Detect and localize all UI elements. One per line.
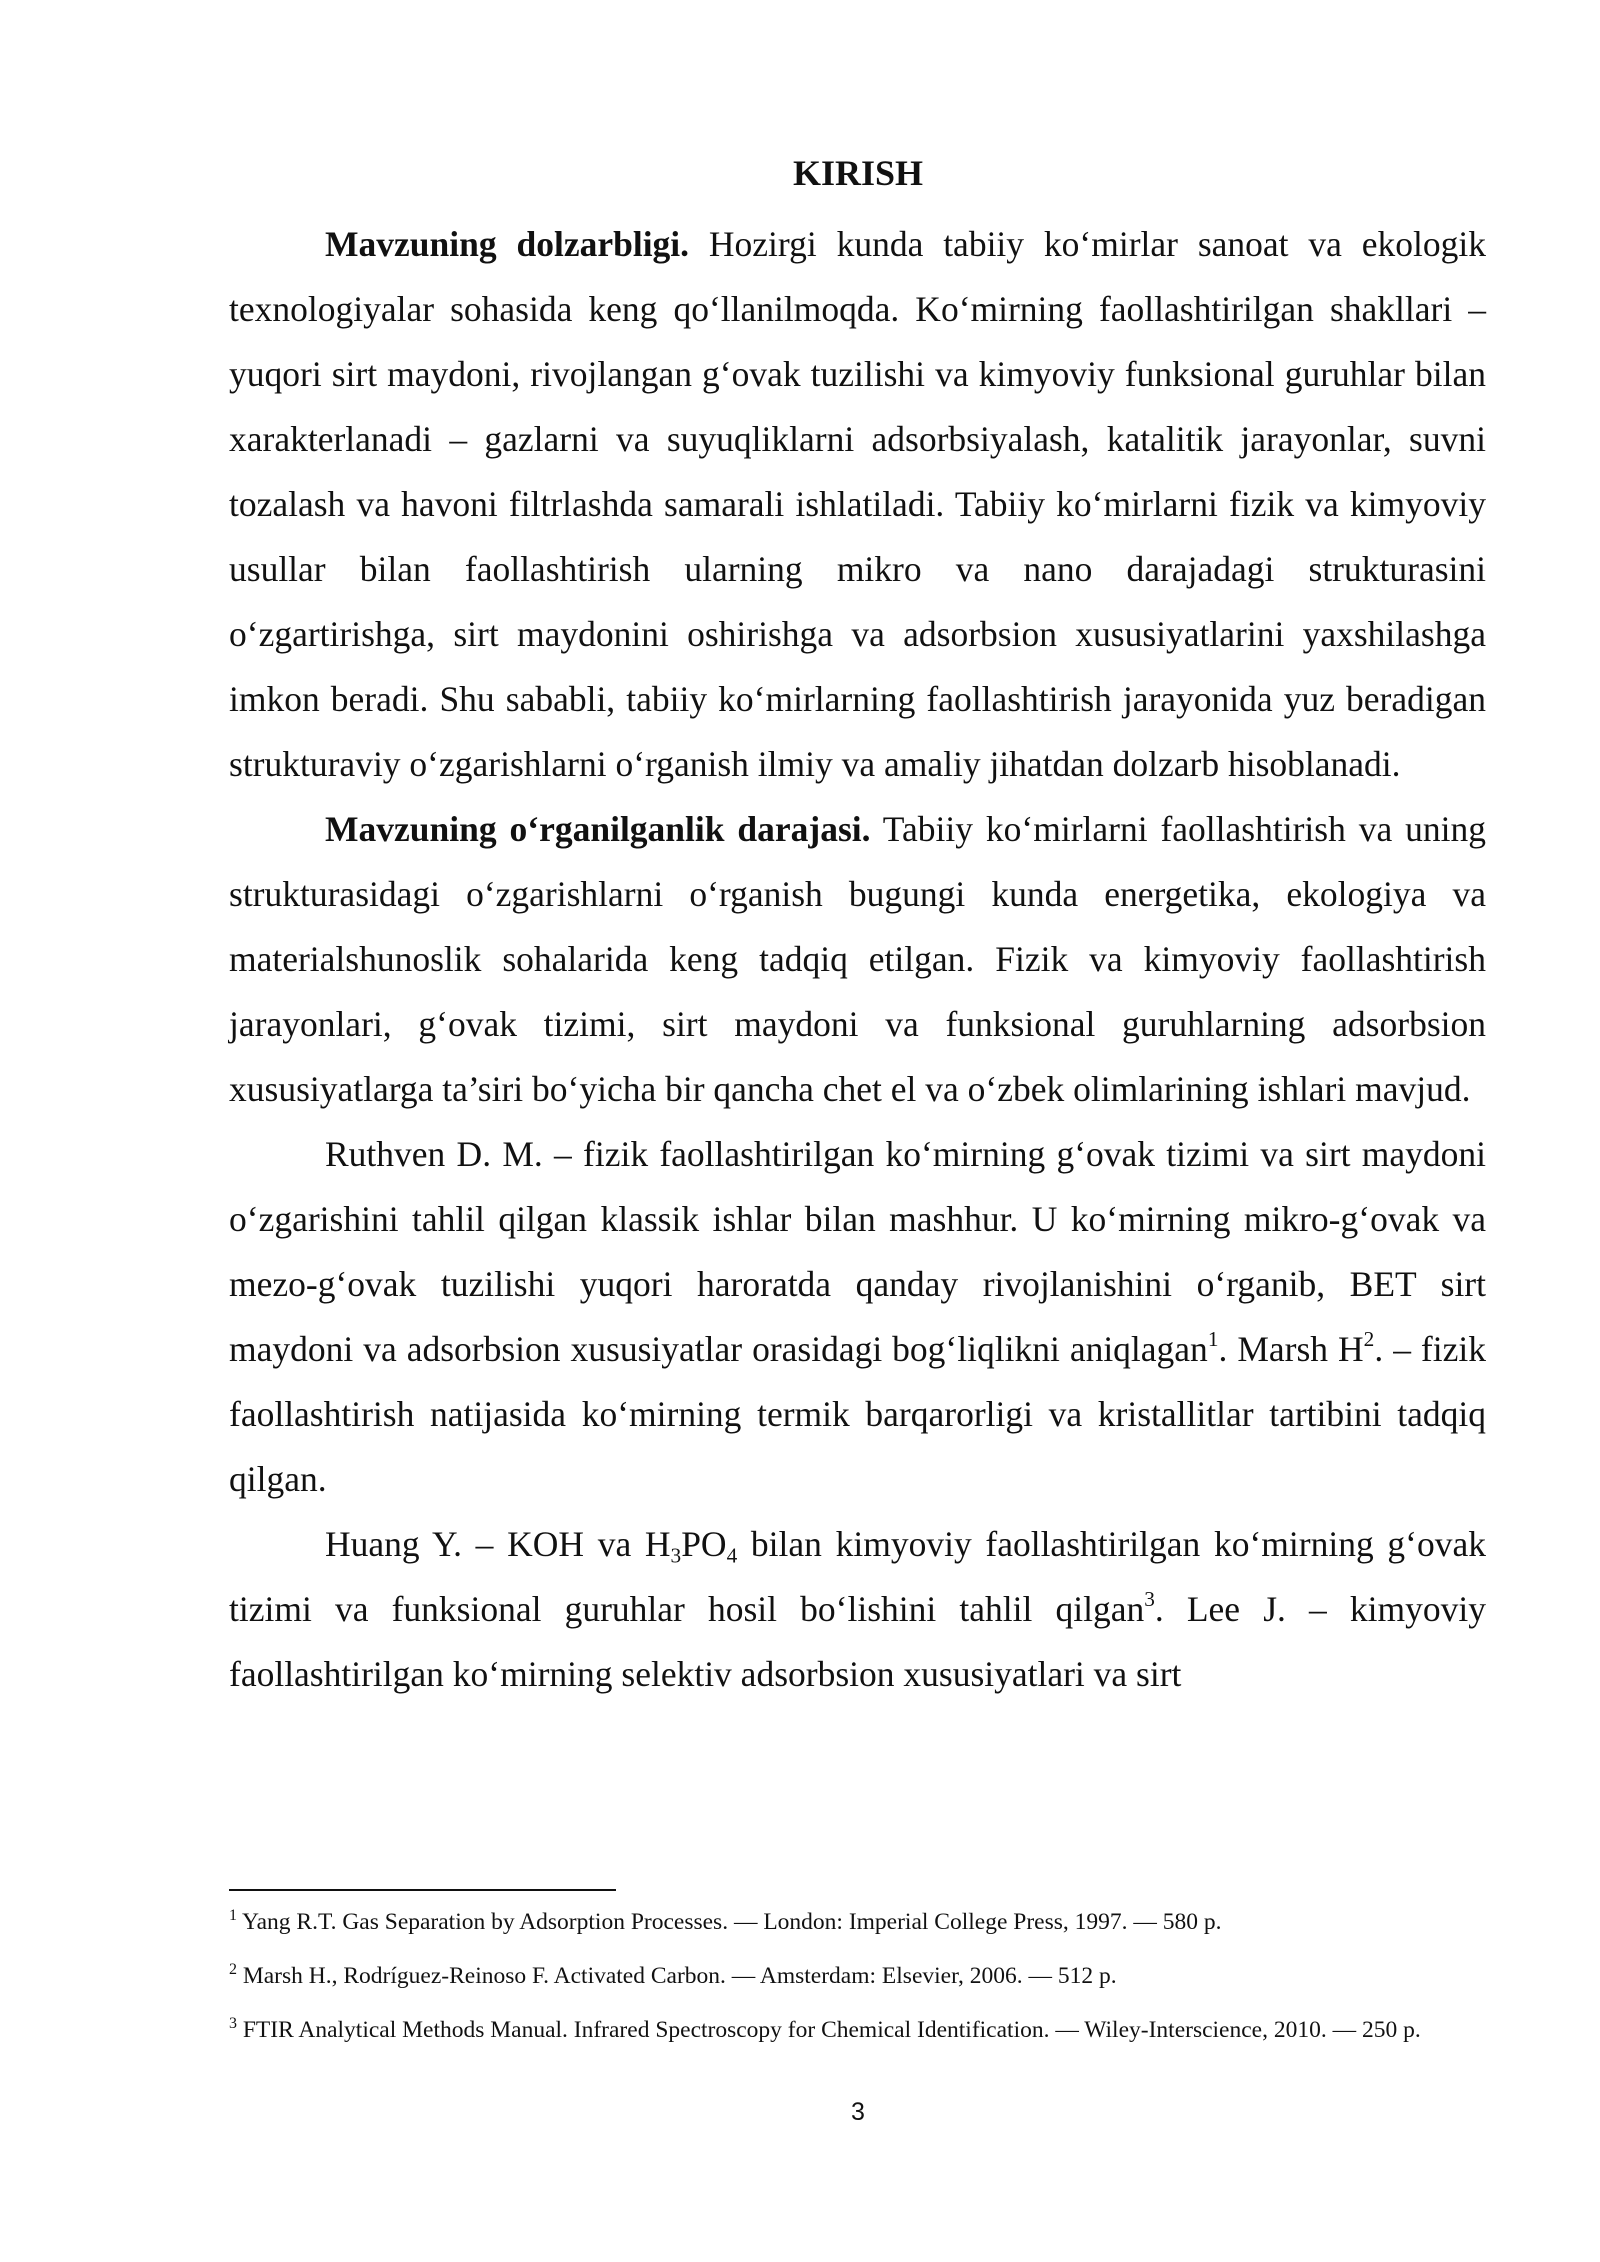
footnote-text: Yang R.T. Gas Separation by Adsorption Processes. — London: Imperial College Press, 1997. — 580 p. [236, 1909, 1222, 1935]
body-text [229, 212, 1486, 1707]
footnote-mark: 3 [229, 2015, 237, 2033]
paragraph-text: PO [681, 1524, 727, 1564]
page-number: 3 [851, 2098, 865, 2126]
footnote-mark: 2 [229, 1961, 237, 1979]
paragraph-lead: Mavzuning dolzarbligi. [325, 224, 690, 264]
subscript: 3 [670, 1543, 682, 1568]
paragraph-text: . – fizik faollashtirish natijasida ko‘mirning termik barqarorligi va kristallitlar tartibini tadqiq qilgan. [229, 1329, 1486, 1499]
footnote-2 [229, 1951, 1486, 2001]
paragraph-huang-lee [229, 1512, 1486, 1707]
paragraph-study-level [229, 797, 1486, 1122]
section-heading: KIRISH [792, 153, 924, 193]
paragraph-text: bilan kimyoviy faollashtirilgan ko‘mirning g‘ovak tizimi va funksional guruhlar hosil bo‘lishini tahlil qilgan [229, 1524, 1486, 1629]
paragraph-ruthven-marsh [229, 1122, 1486, 1512]
footnote-text: Marsh H., Rodríguez-Reinoso F. Activated Carbon. — Amsterdam: Elsevier, 2006. — 512 p. [236, 1963, 1117, 1989]
footnotes [229, 1897, 1486, 2059]
footnote-mark: 1 [229, 1907, 237, 1925]
paragraph-text: Huang Y. – KOH va H [325, 1524, 671, 1564]
paragraph-text: . Lee J. – kimyoviy faollashtirilgan ko‘mirning selektiv adsorbsion xususiyatlari va sirt [229, 1589, 1486, 1694]
paragraph-relevance [229, 212, 1486, 797]
footnote-separator [229, 1889, 616, 1891]
paragraph-text: Tabiiy ko‘mirlarni faollashtirish va uning strukturasidagi o‘zgarishlarni o‘rganish bugungi kunda energetika, ekologiya va materialshunoslik sohalarida keng tadqiq etilgan. Fizik va kimyoviy faollashtirish jarayonlari, g‘ovak tizimi, sirt maydoni va funksional guruhlarning adsorbsion xususiyatlarga ta’siri bo‘yicha bir qancha chet el va o‘zbek olimlarining ishlari mavjud. [229, 809, 1486, 1109]
paragraph-text: Ruthven D. M. – fizik faollashtirilgan ko‘mirning g‘ovak tizimi va sirt maydoni o‘zgarishini tahlil qilgan klassik ishlar bilan mashhur. U ko‘mirning mikro-g‘ovak va mezo-g‘ovak tuzilishi yuqori haroratda qanday rivojlanishini o‘rganib, BET sirt maydoni va adsorbsion xususiyatlar orasidagi bog‘liqlikni aniqlagan [229, 1134, 1486, 1369]
footnote-ref-2[interactable]: 2 [1363, 1327, 1375, 1352]
footnote-ref-3[interactable]: 3 [1144, 1587, 1155, 1612]
footnote-1 [229, 1897, 1486, 1947]
footnote-3 [229, 2005, 1486, 2055]
paragraph-text: Hozirgi kunda tabiiy ko‘mirlar sanoat va ekologik texnologiyalar sohasida keng qo‘llanilmoqda. Ko‘mirning faollashtirilgan shakllari – yuqori sirt maydoni, rivojlangan g‘ovak tuzilishi va kimyoviy funksional guruhlar bilan xarakterlanadi – gazlarni va suyuqliklarni adsorbsiyalash, katalitik jarayonlar, suvni tozalash va havoni filtrlashda samarali ishlatiladi. Tabiiy ko‘mirlarni fizik va kimyoviy usullar bilan faollashtirish ularning mikro va nano darajadagi strukturasini o‘zgartirishga, sirt maydonini oshirishga va adsorbsion xususiyatlarini yaxshilashga imkon beradi. Shu sababli, tabiiy ko‘mirlarning faollashtirish jarayonida yuz beradigan strukturaviy o‘zgarishlarni o‘rganish ilmiy va amaliy jihatdan dolzarb hisoblanadi. [229, 224, 1486, 784]
paragraph-lead: Mavzuning o‘rganilganlik darajasi. [325, 809, 871, 849]
subscript: 4 [726, 1543, 738, 1568]
footnote-ref-1[interactable]: 1 [1207, 1327, 1219, 1352]
paragraph-text: . Marsh H [1218, 1329, 1364, 1369]
footnote-text: FTIR Analytical Methods Manual. Infrared Spectroscopy for Chemical Identification. — Wiley-Interscience, 2010. — 250 p. [236, 2017, 1421, 2043]
